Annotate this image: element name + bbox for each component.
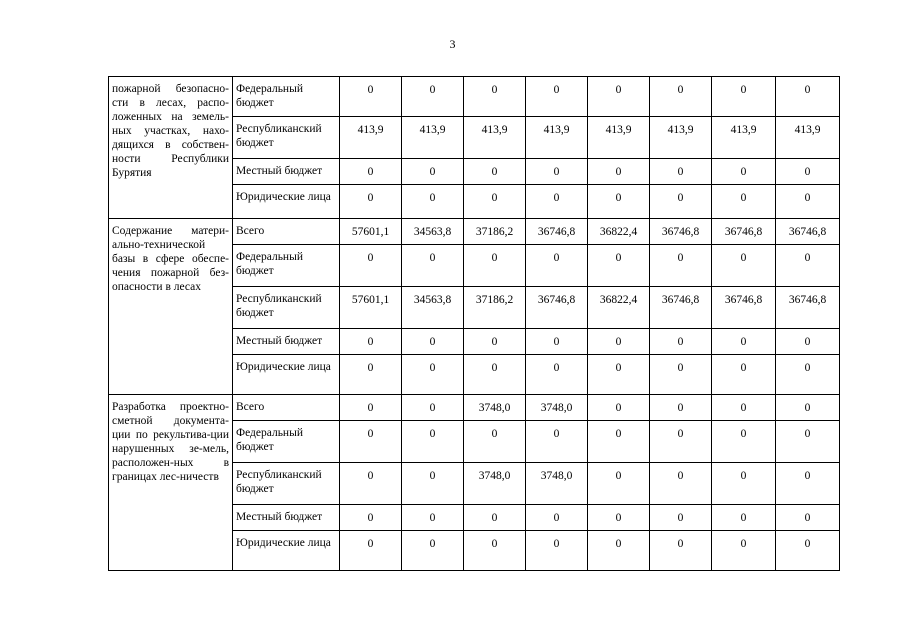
- amount-cell: 0: [464, 77, 526, 117]
- amount-cell: 0: [588, 159, 650, 185]
- amount-cell: 0: [464, 185, 526, 219]
- amount-cell: 36746,8: [526, 287, 588, 329]
- amount-cell: 0: [340, 531, 402, 571]
- amount-cell: 0: [340, 395, 402, 421]
- funding-source: Юридические лица: [233, 185, 340, 219]
- funding-source: Федеральный бюджет: [233, 77, 340, 117]
- amount-cell: 0: [464, 421, 526, 463]
- amount-cell: 0: [712, 531, 776, 571]
- funding-source: Всего: [233, 219, 340, 245]
- amount-cell: 0: [402, 395, 464, 421]
- amount-cell: 0: [464, 531, 526, 571]
- funding-source: Республиканский бюджет: [233, 287, 340, 329]
- amount-cell: 0: [650, 421, 712, 463]
- amount-cell: 0: [776, 421, 840, 463]
- amount-cell: 413,9: [526, 117, 588, 159]
- amount-cell: 0: [340, 463, 402, 505]
- amount-cell: 3748,0: [526, 463, 588, 505]
- amount-cell: 413,9: [712, 117, 776, 159]
- amount-cell: 0: [464, 355, 526, 395]
- amount-cell: 0: [402, 185, 464, 219]
- amount-cell: 0: [526, 185, 588, 219]
- amount-cell: 36822,4: [588, 287, 650, 329]
- amount-cell: 3748,0: [464, 463, 526, 505]
- amount-cell: 0: [588, 395, 650, 421]
- amount-cell: 0: [526, 329, 588, 355]
- amount-cell: 0: [464, 329, 526, 355]
- amount-cell: 0: [464, 245, 526, 287]
- amount-cell: 0: [402, 77, 464, 117]
- amount-cell: 0: [402, 531, 464, 571]
- amount-cell: 0: [650, 185, 712, 219]
- funding-source: Федеральный бюджет: [233, 245, 340, 287]
- amount-cell: 36746,8: [650, 287, 712, 329]
- amount-cell: 0: [340, 77, 402, 117]
- funding-source: Всего: [233, 395, 340, 421]
- amount-cell: 0: [712, 329, 776, 355]
- amount-cell: 36822,4: [588, 219, 650, 245]
- amount-cell: 413,9: [588, 117, 650, 159]
- amount-cell: 0: [712, 463, 776, 505]
- amount-cell: 3748,0: [526, 395, 588, 421]
- amount-cell: 0: [650, 395, 712, 421]
- amount-cell: 413,9: [340, 117, 402, 159]
- amount-cell: 0: [776, 505, 840, 531]
- amount-cell: 0: [712, 185, 776, 219]
- amount-cell: 0: [526, 245, 588, 287]
- funding-source: Республиканский бюджет: [233, 463, 340, 505]
- funding-source: Местный бюджет: [233, 329, 340, 355]
- amount-cell: 0: [526, 531, 588, 571]
- amount-cell: 36746,8: [712, 219, 776, 245]
- amount-cell: 0: [776, 185, 840, 219]
- amount-cell: 0: [650, 159, 712, 185]
- activity-description: Разработка проектно-сметной документа-ции по рекультива-ции нарушенных зе-мель, расположен-ных в границах лес-ничеств: [109, 395, 233, 571]
- amount-cell: 0: [588, 355, 650, 395]
- amount-cell: 0: [588, 77, 650, 117]
- table-row: [109, 77, 840, 117]
- activity-description: пожарной безопасно-сти в лесах, распо-ложенных на земель-ных участках, нахо-дящихся в собствен-ности Республики Бурятия: [109, 77, 233, 219]
- amount-cell: 413,9: [402, 117, 464, 159]
- amount-cell: 0: [650, 355, 712, 395]
- amount-cell: 0: [588, 185, 650, 219]
- funding-source: Юридические лица: [233, 531, 340, 571]
- amount-cell: 57601,1: [340, 219, 402, 245]
- amount-cell: 0: [402, 421, 464, 463]
- amount-cell: 36746,8: [776, 219, 840, 245]
- amount-cell: 0: [712, 421, 776, 463]
- amount-cell: 37186,2: [464, 287, 526, 329]
- funding-source: Федеральный бюджет: [233, 421, 340, 463]
- amount-cell: 0: [588, 245, 650, 287]
- table-body: [109, 77, 840, 571]
- amount-cell: 0: [340, 245, 402, 287]
- amount-cell: 0: [464, 159, 526, 185]
- amount-cell: 0: [650, 329, 712, 355]
- amount-cell: 413,9: [650, 117, 712, 159]
- amount-cell: 0: [526, 421, 588, 463]
- amount-cell: 0: [776, 77, 840, 117]
- amount-cell: 0: [340, 185, 402, 219]
- amount-cell: 0: [712, 395, 776, 421]
- amount-cell: 0: [650, 505, 712, 531]
- amount-cell: 0: [650, 245, 712, 287]
- page-number: 3: [449, 37, 456, 51]
- amount-cell: 0: [776, 329, 840, 355]
- amount-cell: 0: [776, 159, 840, 185]
- amount-cell: 0: [402, 159, 464, 185]
- amount-cell: 0: [340, 355, 402, 395]
- amount-cell: 413,9: [776, 117, 840, 159]
- amount-cell: 57601,1: [340, 287, 402, 329]
- amount-cell: 3748,0: [464, 395, 526, 421]
- amount-cell: 36746,8: [650, 219, 712, 245]
- amount-cell: 0: [588, 463, 650, 505]
- amount-cell: 0: [402, 245, 464, 287]
- amount-cell: 0: [464, 505, 526, 531]
- amount-cell: 0: [712, 355, 776, 395]
- activity-description: Содержание матери-ально-технической базы в сфере обеспе-чения пожарной без-опасности в лесах: [109, 219, 233, 395]
- amount-cell: 0: [776, 245, 840, 287]
- amount-cell: 36746,8: [776, 287, 840, 329]
- amount-cell: 0: [340, 505, 402, 531]
- amount-cell: 0: [402, 355, 464, 395]
- budget-table: [108, 76, 840, 571]
- table-row: [109, 395, 840, 421]
- amount-cell: 0: [526, 159, 588, 185]
- funding-source: Республиканский бюджет: [233, 117, 340, 159]
- amount-cell: 0: [340, 329, 402, 355]
- amount-cell: 0: [712, 159, 776, 185]
- amount-cell: 36746,8: [526, 219, 588, 245]
- amount-cell: 0: [588, 505, 650, 531]
- amount-cell: 0: [650, 463, 712, 505]
- amount-cell: 0: [340, 421, 402, 463]
- amount-cell: 36746,8: [712, 287, 776, 329]
- funding-source: Юридические лица: [233, 355, 340, 395]
- funding-source: Местный бюджет: [233, 159, 340, 185]
- amount-cell: 0: [526, 77, 588, 117]
- amount-cell: 413,9: [464, 117, 526, 159]
- amount-cell: 0: [650, 531, 712, 571]
- amount-cell: 34563,8: [402, 219, 464, 245]
- amount-cell: 0: [776, 355, 840, 395]
- amount-cell: 0: [340, 159, 402, 185]
- amount-cell: 34563,8: [402, 287, 464, 329]
- table-row: [109, 219, 840, 245]
- amount-cell: 0: [712, 77, 776, 117]
- amount-cell: 0: [712, 245, 776, 287]
- amount-cell: 0: [588, 531, 650, 571]
- amount-cell: 0: [650, 77, 712, 117]
- amount-cell: 0: [402, 505, 464, 531]
- amount-cell: 0: [712, 505, 776, 531]
- funding-source: Местный бюджет: [233, 505, 340, 531]
- amount-cell: 0: [776, 463, 840, 505]
- amount-cell: 0: [402, 329, 464, 355]
- amount-cell: 0: [776, 395, 840, 421]
- amount-cell: 0: [588, 329, 650, 355]
- amount-cell: 0: [526, 505, 588, 531]
- amount-cell: 0: [526, 355, 588, 395]
- amount-cell: 0: [776, 531, 840, 571]
- amount-cell: 0: [402, 463, 464, 505]
- amount-cell: 37186,2: [464, 219, 526, 245]
- amount-cell: 0: [588, 421, 650, 463]
